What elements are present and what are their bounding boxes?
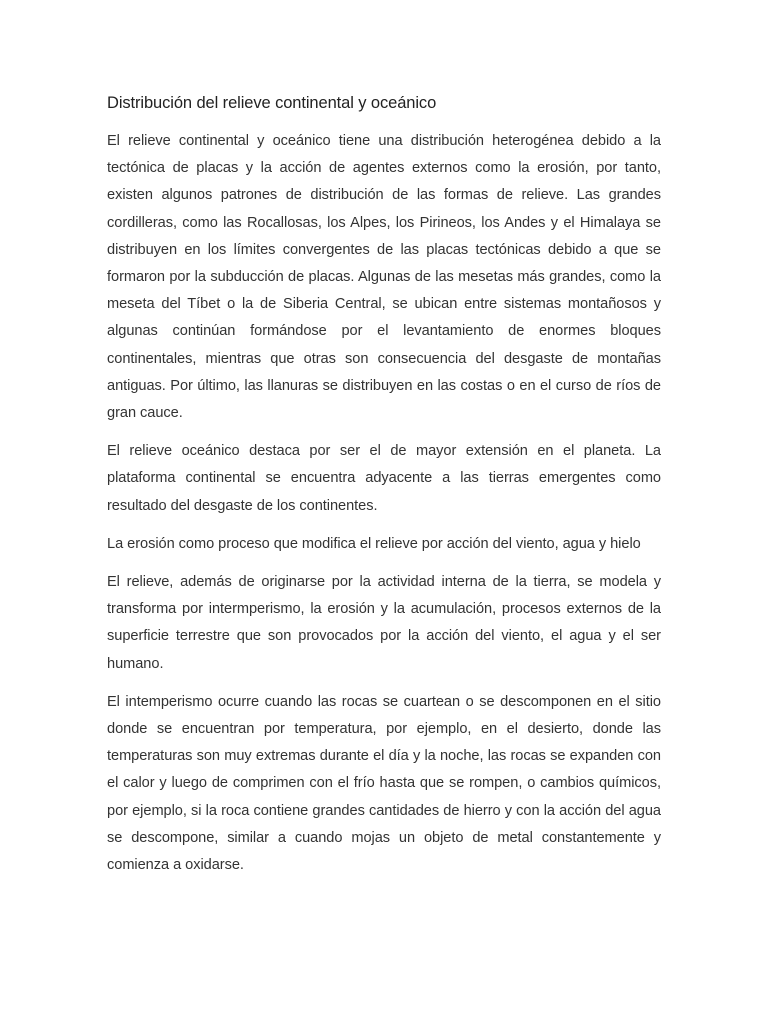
paragraph-intemperismo: El intemperismo ocurre cuando las rocas se cuartean o se descomponen en el sitio donde se encuentran por temperatura, por ejemplo, en el desierto, donde las temperaturas son muy extremas durante el día y la noche, las rocas se expanden con el calor y luego de comprimen con el frío hasta que se rompen, o cambios químicos, por ejemplo, si la roca contiene grandes cantidades de hierro y con la acción del agua se descompone, similar a cuando mojas un objeto de metal constantemente y comienza a oxidarse. xyxy=(107,693,661,874)
paragraph-erosion-heading: La erosión como proceso que modifica el relieve por acción del viento, agua y hielo xyxy=(107,535,641,552)
paragraph-modelado-relieve: El relieve, además de originarse por la actividad interna de la tierra, se modela y transforma por intermperismo, la erosión y la acumulación, procesos externos de la superficie terrestre que son provocados por la acción del viento, el agua y el ser humano. xyxy=(107,574,661,672)
paragraph-relieve-oceanico: El relieve oceánico destaca por ser el de mayor extensión en el planeta. La plataforma continental se encuentra adyacente a las tierras emergentes como resultado del desgaste de los continentes. xyxy=(107,443,661,514)
paragraph-relieve-continental: El relieve continental y oceánico tiene una distribución heterogénea debido a la tectónica de placas y la acción de agentes externos como la erosión, por tanto, existen algunos patrones de distribución de las formas de relieve. Las grandes cordilleras, como las Rocallosas, los Alpes, los Pirineos, los Andes y el Himalaya se distribuyen en los límites convergentes de las placas tectónicas debido a que se formaron por la subducción de placas. Algunas de las mesetas más grandes, como la meseta del Tíbet o la de Siberia Central, se ubican entre sistemas montañosos y algunas continúan formándose por el levantamiento de enormes bloques continentales, mientras que otras son consecuencia del desgaste de montañas antiguas. Por último, las llanuras se distribuyen en las costas o en el curso de ríos de gran cauce. xyxy=(107,133,661,422)
document-title: Distribución del relieve continental y oceánico xyxy=(107,94,437,112)
